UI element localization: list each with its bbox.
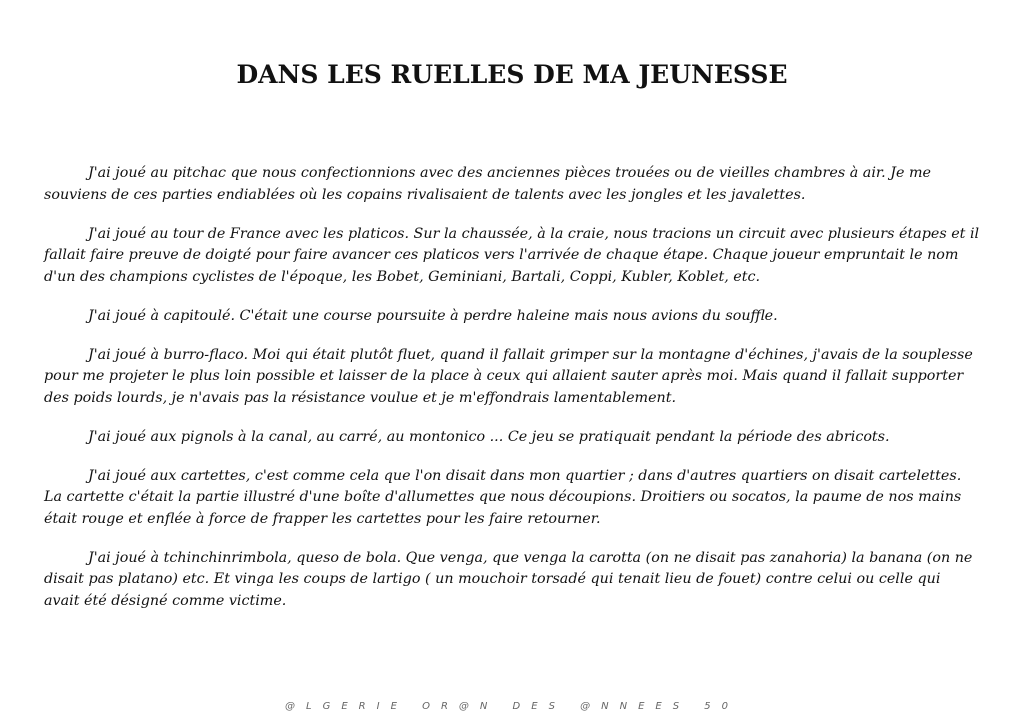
paragraph-capitoule: J'ai joué à capitoulé. C'était une course poursuite à perdre haleine mais nous avions du souffle. — [88, 307, 778, 324]
paragraph-cartettes: J'ai joué aux cartettes, c'est comme cela que l'on disait dans mon quartier ; dans d'autres quartiers on disait cartelettes. La cartette c'était la partie illustré d'une boîte d'allumettes que nous découpions. Droitiers ou socatos, la paume de nos mains était rouge et enflée à force de frapper les cartettes pour les faire retourner. — [44, 467, 962, 527]
paragraph-pignols: J'ai joué aux pignols à la canal, au carré, au montonico ... Ce jeu se pratiquait pendant la période des abricots. — [88, 428, 890, 445]
paragraph-tchinchinrimbola: J'ai joué à tchinchinrimbola, queso de bola. Que venga, que venga la carotta (on ne disait pas zanahoria) la banana (on ne disait pas platano) etc. Et vinga les coups de lartigo ( un mouchoir torsadé qui tenait lieu de fouet) contre celui ou celle qui avait été désigné comme victime. — [44, 549, 973, 609]
paragraph-burro-flaco: J'ai joué à burro-flaco. Moi qui était plutôt fluet, quand il fallait grimper sur la montagne d'échines, j'avais de la souplesse pour me projeter le plus loin possible et laisser de la place à ceux qui allaient sauter après moi. Mais quand il fallait supporter des poids lourds, je n'avais pas la résistance voulue et je m'effondrais lamentablement. — [44, 346, 973, 406]
article-body — [44, 163, 980, 630]
page-footer: @LGERIE OR@N DES @NNEES 50 — [285, 701, 739, 712]
paragraph-pitchac: J'ai joué au pitchac que nous confectionnions avec des anciennes pièces trouées ou de vieilles chambres à air. Je me souviens de ces parties endiablées où les copains rivalisaient de talents avec les jongles et les javalettes. — [44, 165, 932, 203]
paragraph-tour-de-france: J'ai joué au tour de France avec les platicos. Sur la chaussée, à la craie, nous tracions un circuit avec plusieurs étapes et il fallait faire preuve de doigté pour faire avancer ces platicos vers l'arrivée de chaque étape. Chaque joueur empruntait le nom d'un des champions cyclistes de l'époque, les Bobet, Geminiani, Bartali, Coppi, Kubler, Koblet, etc. — [44, 225, 980, 285]
page-title: DANS LES RUELLES DE MA JEUNESSE — [236, 60, 788, 89]
